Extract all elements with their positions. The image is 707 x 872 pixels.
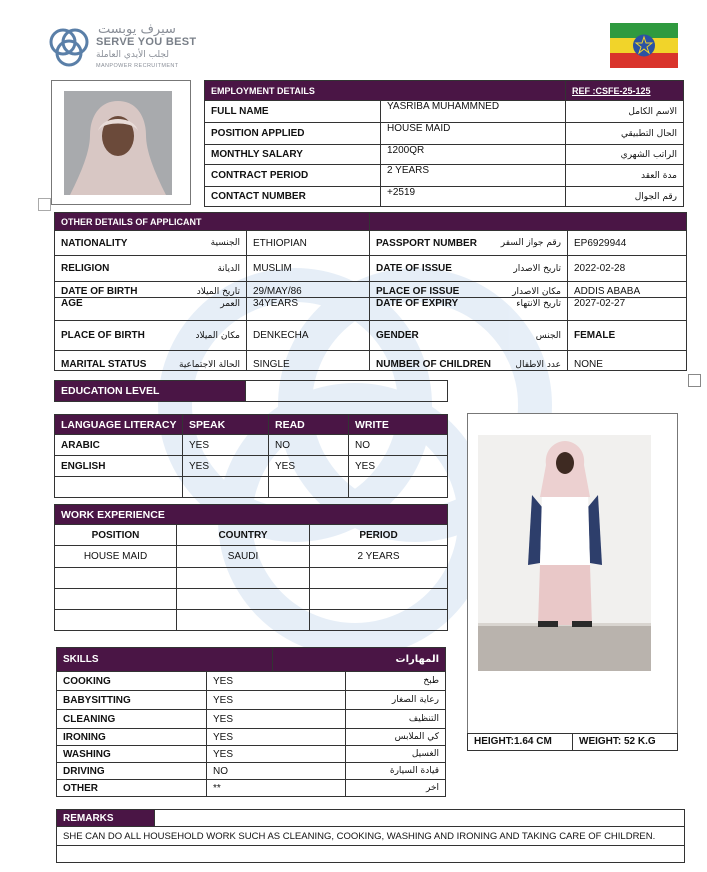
number-of-children-value[interactable]: NONE	[568, 351, 687, 371]
position-applied-arabic: الحال التطبيقي	[566, 123, 684, 145]
marital-status-value: SINGLE	[247, 351, 370, 371]
skills-header: SKILLS	[57, 648, 273, 672]
full-name-value: YASRIBA MUHAMMNED	[381, 101, 566, 123]
work-empty-cell	[310, 589, 448, 610]
skill-cooking-value: YES	[207, 672, 346, 691]
headshot-frame	[51, 80, 191, 205]
language-empty-cell	[269, 477, 349, 498]
reference-number: REF :CSFE-25-125	[566, 81, 684, 101]
full-name-label: FULL NAME	[205, 101, 381, 123]
position-applied-label: POSITION APPLIED	[205, 123, 381, 145]
place-of-issue-label: PLACE OF ISSUE مكان الاصدار	[370, 282, 568, 298]
logo-arabic-sub: لجلب الأيدي العاملة	[96, 50, 169, 60]
skill-ironing-arabic: كي الملابس	[346, 729, 446, 746]
language-arabic: ARABIC	[55, 435, 183, 456]
work-position: HOUSE MAID	[55, 546, 177, 568]
skill-driving-label: DRIVING	[57, 763, 207, 780]
date-of-expiry-value: 2027-02-27	[568, 298, 687, 321]
number-of-children-label: NUMBER OF CHILDREN عدد الاطفال	[370, 351, 568, 371]
english-write: YES	[349, 456, 448, 477]
date-of-expiry-label: DATE OF EXPIRY تاريخ الانتهاء	[370, 298, 568, 321]
language-empty-cell	[183, 477, 269, 498]
skill-cleaning-value: YES	[207, 710, 346, 729]
full-body-photo	[478, 435, 651, 671]
date-of-issue-value: 2022-02-28	[568, 256, 687, 282]
skill-washing-label: WASHING	[57, 746, 207, 763]
language-empty-cell	[349, 477, 448, 498]
full-body-photo-frame	[467, 413, 678, 734]
skill-cleaning-arabic: التنظيف	[346, 710, 446, 729]
place-of-birth-label: PLACE OF BIRTH مكان الميلاد	[55, 321, 247, 351]
skill-ironing-label: IRONING	[57, 729, 207, 746]
work-experience-header: WORK EXPERIENCE	[55, 505, 448, 525]
language-english: ENGLISH	[55, 456, 183, 477]
skill-washing-arabic: الغسيل	[346, 746, 446, 763]
language-empty-cell	[55, 477, 183, 498]
country-column-header: COUNTRY	[177, 525, 310, 546]
contact-number-label: CONTACT NUMBER	[205, 187, 381, 207]
table-resize-handle[interactable]	[688, 374, 701, 387]
period-column-header: PERIOD	[310, 525, 448, 546]
age-label: AGE العمر	[55, 298, 247, 321]
english-read: YES	[269, 456, 349, 477]
skills-table	[56, 647, 446, 797]
other-details-table	[54, 212, 687, 371]
education-level-label: EDUCATION LEVEL	[55, 381, 246, 402]
work-empty-cell	[177, 589, 310, 610]
religion-value: MUSLIM	[247, 256, 370, 282]
employment-details-table	[204, 80, 684, 207]
weight-value: WEIGHT: 52 K.G	[579, 736, 656, 747]
remarks-table	[56, 809, 685, 863]
remarks-text: SHE CAN DO ALL HOUSEHOLD WORK SUCH AS CLEANING, COOKING, WASHING AND IRONING AND TAKING CARE OF CHILDREN.	[57, 827, 685, 846]
logo-mark-icon	[46, 24, 92, 72]
position-applied-value: HOUSE MAID	[381, 123, 566, 145]
logo-english-name: SERVE YOU BEST	[96, 36, 197, 48]
marital-status-label: MARITAL STATUS الحالة الاجتماعية	[55, 351, 247, 371]
language-literacy-header: LANGUAGE LITERACY	[55, 415, 183, 435]
age-value: 34YEARS	[247, 298, 370, 321]
skill-ironing-value: YES	[207, 729, 346, 746]
contract-period-arabic: مدة العقد	[566, 165, 684, 187]
passport-number-value: EP6929944	[568, 231, 687, 256]
ethiopia-flag-icon	[610, 23, 678, 68]
contact-number-value: +2519	[381, 187, 566, 207]
write-header: WRITE	[349, 415, 448, 435]
skill-other-arabic: اخر	[346, 780, 446, 797]
date-of-birth-value: 29/MAY/86	[247, 282, 370, 298]
date-of-birth-label: DATE OF BIRTH تاريخ الميلاد	[55, 282, 247, 298]
work-empty-cell	[55, 610, 177, 631]
position-column-header: POSITION	[55, 525, 177, 546]
move-handle-icon[interactable]	[38, 198, 51, 211]
full-name-arabic: الاسم الكامل	[566, 101, 684, 123]
contact-number-arabic: رقم الجوال	[566, 187, 684, 207]
education-level-value[interactable]	[246, 381, 448, 402]
logo-english-sub: MANPOWER RECRUITMENT	[96, 63, 179, 69]
logo-arabic-name: سيرف يوبست	[98, 22, 176, 37]
contract-period-value: 2 YEARS	[381, 165, 566, 187]
skill-babysitting-arabic: رعاية الصغار	[346, 691, 446, 710]
skill-cleaning-label: CLEANING	[57, 710, 207, 729]
monthly-salary-value: 1200QR	[381, 145, 566, 165]
work-empty-cell	[177, 610, 310, 631]
height-value: HEIGHT:1.64 CM	[468, 734, 573, 750]
skill-babysitting-value: YES	[207, 691, 346, 710]
date-of-issue-label: DATE OF ISSUE تاريخ الاصدار	[370, 256, 568, 282]
work-period: 2 YEARS	[310, 546, 448, 568]
arabic-write: NO	[349, 435, 448, 456]
read-header: READ	[269, 415, 349, 435]
other-details-header: OTHER DETAILS OF APPLICANT	[55, 213, 370, 231]
passport-number-label: PASSPORT NUMBER رقم جواز السفر	[370, 231, 568, 256]
work-empty-cell	[310, 610, 448, 631]
company-logo	[46, 22, 206, 72]
speak-header: SPEAK	[183, 415, 269, 435]
skill-cooking-label: COOKING	[57, 672, 207, 691]
education-level-table	[54, 380, 448, 402]
nationality-label: NATIONALITY الجنسية	[55, 231, 247, 256]
place-of-issue-value: ADDIS ABABA	[568, 282, 687, 298]
work-empty-cell	[310, 568, 448, 589]
employment-header: EMPLOYMENT DETAILS	[205, 81, 566, 101]
language-literacy-table	[54, 414, 448, 498]
work-experience-table	[54, 504, 448, 631]
work-empty-cell	[55, 589, 177, 610]
gender-label: GENDER الجنس	[370, 321, 568, 351]
skill-washing-value: YES	[207, 746, 346, 763]
remarks-header: REMARKS	[57, 810, 155, 827]
skill-other-label: OTHER	[57, 780, 207, 797]
arabic-read: NO	[269, 435, 349, 456]
religion-label: RELIGION الديانة	[55, 256, 247, 282]
skill-cooking-arabic: طبخ	[346, 672, 446, 691]
gender-value: FEMALE	[568, 321, 687, 351]
contract-period-label: CONTRACT PERIOD	[205, 165, 381, 187]
skill-driving-arabic: قيادة السيارة	[346, 763, 446, 780]
skill-driving-value: NO	[207, 763, 346, 780]
work-empty-cell	[55, 568, 177, 589]
work-empty-cell	[177, 568, 310, 589]
monthly-salary-arabic: الراتب الشهري	[566, 145, 684, 165]
place-of-birth-value: DENKECHA	[247, 321, 370, 351]
nationality-value: ETHIOPIAN	[247, 231, 370, 256]
arabic-speak: YES	[183, 435, 269, 456]
work-country: SAUDI	[177, 546, 310, 568]
monthly-salary-label: MONTHLY SALARY	[205, 145, 381, 165]
measurements-bar	[467, 733, 678, 751]
skill-other-value: **	[207, 780, 346, 797]
other-details-header-blank	[370, 213, 687, 231]
remarks-header-blank	[155, 810, 685, 827]
remarks-empty-row	[57, 846, 685, 863]
headshot-photo	[64, 91, 172, 195]
skills-header-arabic: المهارات	[273, 648, 446, 672]
english-speak: YES	[183, 456, 269, 477]
skill-babysitting-label: BABYSITTING	[57, 691, 207, 710]
